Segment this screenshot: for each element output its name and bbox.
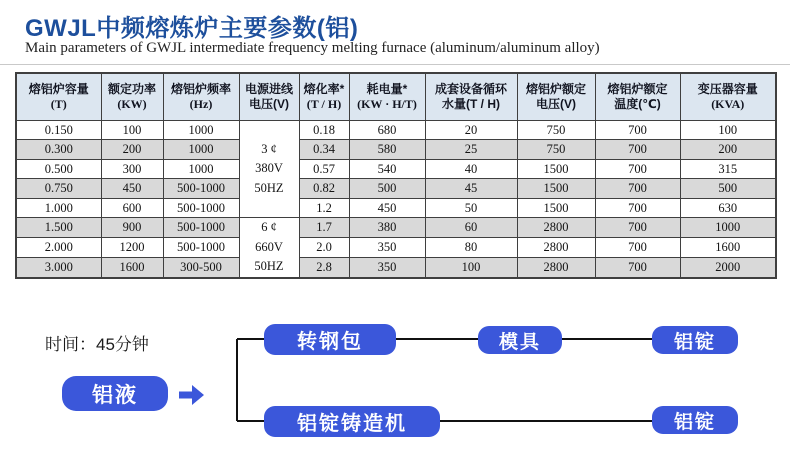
- table-cell: 0.500: [16, 159, 101, 179]
- table-cell: 500-1000: [163, 198, 239, 218]
- table-cell: 600: [101, 198, 163, 218]
- table-cell: 1.500: [16, 218, 101, 238]
- col-header-furnace-capacity: 熔铝炉容量 (T): [16, 73, 101, 120]
- table-cell: 500-1000: [163, 238, 239, 258]
- col-header-rated-power: 额定功率 (KW): [101, 73, 163, 120]
- node-ingot-casting-machine: 铝锭铸造机: [264, 406, 440, 437]
- table-cell: 750: [517, 140, 595, 160]
- col-header-rated-voltage: 熔铝炉额定 电压(V): [517, 73, 595, 120]
- table-cell: 2800: [517, 218, 595, 238]
- right-arrow-icon: [179, 384, 205, 406]
- table-cell: 750: [517, 120, 595, 140]
- table-row: [16, 258, 776, 278]
- power-supply-merged-cell: 6 ¢ 660V 50HZ: [239, 218, 299, 278]
- table-cell: 1.7: [299, 218, 349, 238]
- table-cell: 350: [349, 258, 425, 278]
- table-cell: 700: [595, 140, 680, 160]
- node-aluminum-liquid: 铝液: [62, 376, 168, 411]
- table-cell: 1500: [517, 198, 595, 218]
- table-cell: 0.82: [299, 179, 349, 199]
- table-cell: 1600: [101, 258, 163, 278]
- table-cell: 630: [680, 198, 776, 218]
- node-aluminum-ingot-bottom: 铝锭: [652, 406, 738, 434]
- table-cell: 500: [680, 179, 776, 199]
- table-row: [16, 159, 776, 179]
- table-cell: 2800: [517, 258, 595, 278]
- table-cell: 350: [349, 238, 425, 258]
- table-cell: 1.000: [16, 198, 101, 218]
- table-cell: 0.18: [299, 120, 349, 140]
- table-cell: 540: [349, 159, 425, 179]
- table-row: [16, 120, 776, 140]
- table-cell: 380: [349, 218, 425, 238]
- table-cell: 450: [101, 179, 163, 199]
- page-title: GWJL中频熔炼炉主要参数(铝): [25, 15, 359, 42]
- col-header-furnace-frequency: 熔铝炉频率 (Hz): [163, 73, 239, 120]
- process-diagram: [0, 315, 790, 474]
- table-cell: 45: [425, 179, 517, 199]
- col-header-circulating-water: 成套设备循环 水量(T / H): [425, 73, 517, 120]
- table-cell: 1500: [517, 159, 595, 179]
- table-cell: 500: [349, 179, 425, 199]
- table-cell: 80: [425, 238, 517, 258]
- table-cell: 1000: [163, 140, 239, 160]
- table-cell: 2.0: [299, 238, 349, 258]
- table-cell: 1000: [163, 159, 239, 179]
- node-mold: 模具: [478, 326, 562, 354]
- time-label: 时间：45分钟: [45, 335, 149, 354]
- table-cell: 0.300: [16, 140, 101, 160]
- table-cell: 700: [595, 198, 680, 218]
- table-cell: 100: [425, 258, 517, 278]
- table-cell: 300-500: [163, 258, 239, 278]
- col-header-transformer-capacity: 变压器容量 (KVA): [680, 73, 776, 120]
- table-cell: 900: [101, 218, 163, 238]
- table-cell: 500-1000: [163, 179, 239, 199]
- table-cell: 700: [595, 179, 680, 199]
- table-cell: 40: [425, 159, 517, 179]
- table-cell: 680: [349, 120, 425, 140]
- table-row: [16, 140, 776, 160]
- table-cell: 2.8: [299, 258, 349, 278]
- table-cell: 1000: [163, 120, 239, 140]
- table-row: [16, 198, 776, 218]
- col-header-melting-rate: 熔化率* (T / H): [299, 73, 349, 120]
- table-cell: 200: [101, 140, 163, 160]
- node-transfer-ladle: 转钢包: [264, 324, 396, 355]
- table-header-row: [16, 73, 776, 120]
- page-subtitle: Main parameters of GWJL intermediate frequency melting furnace (aluminum/aluminum alloy): [25, 40, 600, 56]
- table-cell: 2800: [517, 238, 595, 258]
- table-cell: 100: [680, 120, 776, 140]
- table-cell: 50: [425, 198, 517, 218]
- table-cell: 0.57: [299, 159, 349, 179]
- table-cell: 315: [680, 159, 776, 179]
- table-cell: 60: [425, 218, 517, 238]
- table-row: [16, 218, 776, 238]
- table-cell: 700: [595, 238, 680, 258]
- table-row: [16, 238, 776, 258]
- col-header-rated-temperature: 熔铝炉额定 温度(℃): [595, 73, 680, 120]
- col-header-power-consumption: 耗电量* (KW · H/T): [349, 73, 425, 120]
- table-cell: 1500: [517, 179, 595, 199]
- table-cell: 580: [349, 140, 425, 160]
- table-cell: 700: [595, 218, 680, 238]
- table-cell: 25: [425, 140, 517, 160]
- table-cell: 700: [595, 120, 680, 140]
- col-header-power-inlet-voltage: 电源进线 电压(V): [239, 73, 299, 120]
- table-cell: 450: [349, 198, 425, 218]
- header-divider: [0, 64, 790, 65]
- table-cell: 20: [425, 120, 517, 140]
- table-cell: 200: [680, 140, 776, 160]
- table-cell: 500-1000: [163, 218, 239, 238]
- table-cell: 0.150: [16, 120, 101, 140]
- table-cell: 0.750: [16, 179, 101, 199]
- table-cell: 300: [101, 159, 163, 179]
- table-cell: 0.34: [299, 140, 349, 160]
- table-cell: 1600: [680, 238, 776, 258]
- parameters-table: [15, 72, 777, 279]
- table-cell: 700: [595, 159, 680, 179]
- table-cell: 1000: [680, 218, 776, 238]
- table-cell: 2.000: [16, 238, 101, 258]
- table-cell: 100: [101, 120, 163, 140]
- table-cell: 1.2: [299, 198, 349, 218]
- power-supply-merged-cell: 3 ¢ 380V 50HZ: [239, 120, 299, 218]
- table-cell: 1200: [101, 238, 163, 258]
- table-cell: 3.000: [16, 258, 101, 278]
- table-row: [16, 179, 776, 199]
- table-cell: 2000: [680, 258, 776, 278]
- node-aluminum-ingot-top: 铝锭: [652, 326, 738, 354]
- table-cell: 700: [595, 258, 680, 278]
